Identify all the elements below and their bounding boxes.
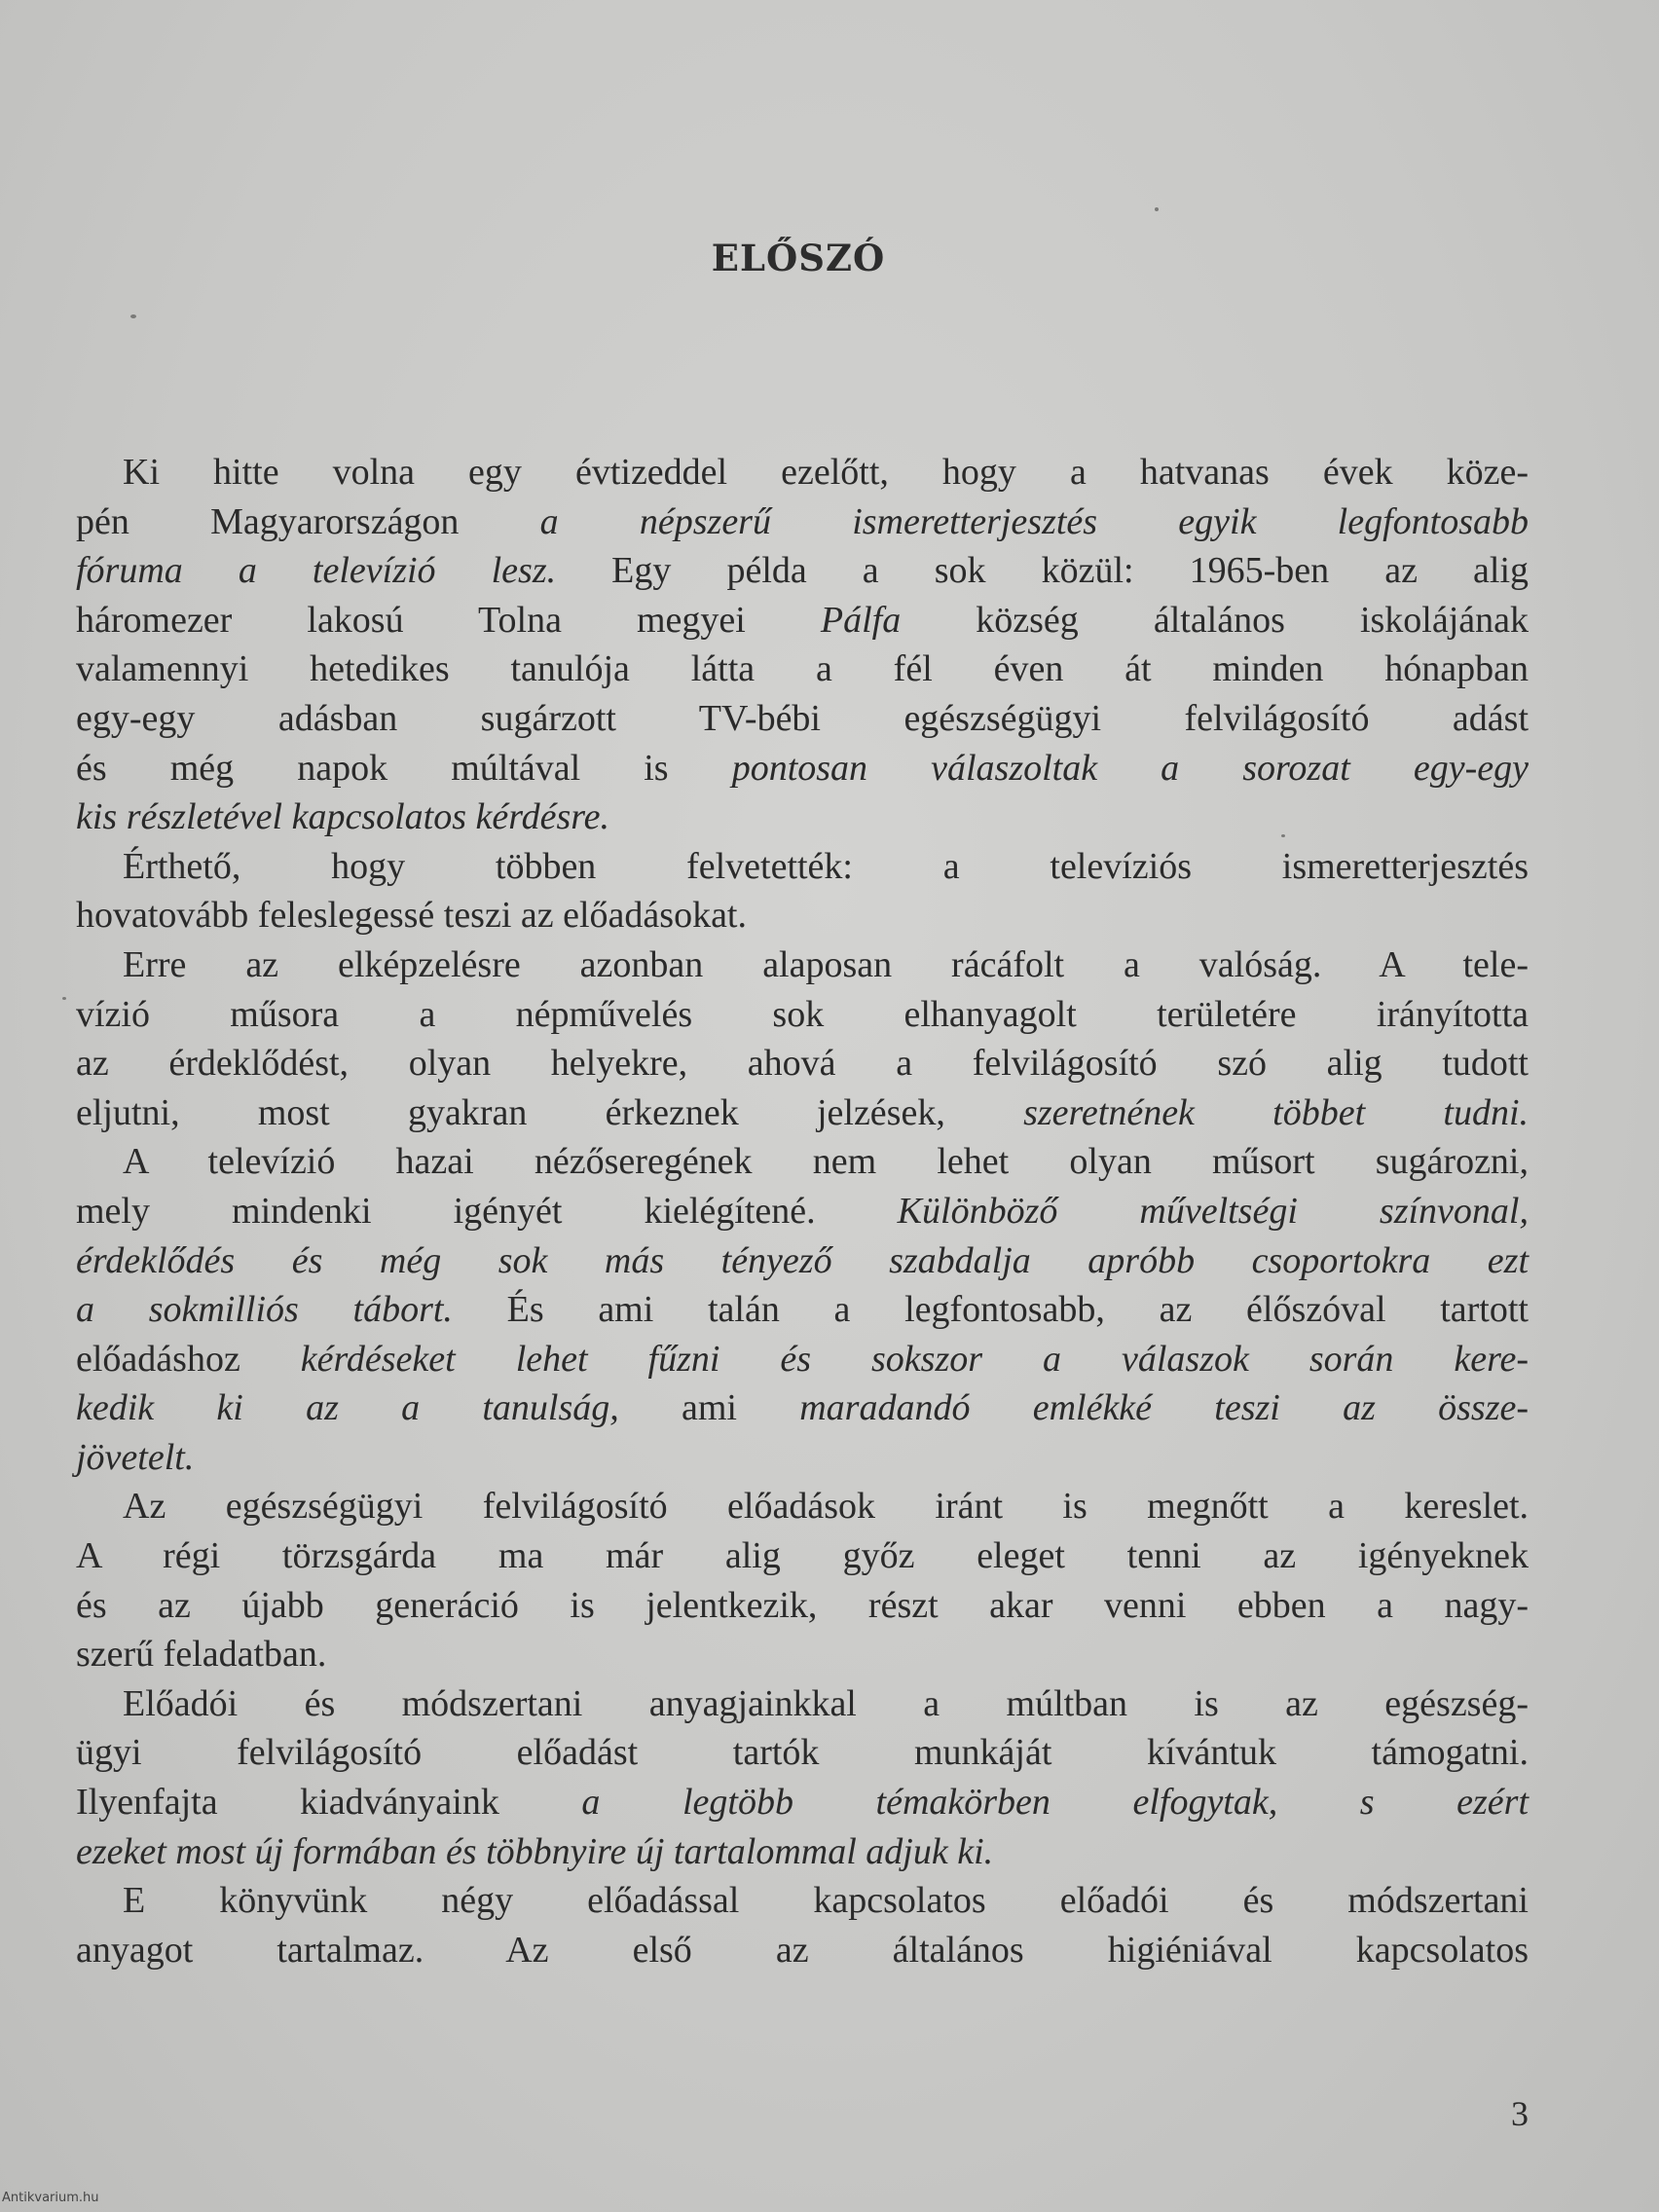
text-line: mely mindenki igényét kielégítené. Különböző műveltségi színvonal, <box>76 1190 1529 1232</box>
text-line: előadáshoz kérdéseket lehet fűzni és sokszor a válaszok során kere- <box>76 1338 1530 1380</box>
text-line: ügyi felvilágosító előadást tartók munkáját kívántuk támogatni. <box>76 1732 1529 1774</box>
dust-speck <box>1155 207 1159 211</box>
dust-speck <box>1281 834 1285 837</box>
text-line: A televízió hazai nézőseregének nem lehet olyan műsort sugározni, <box>123 1141 1529 1183</box>
text-line: az érdeklődést, olyan helyekre, ahová a felvilágosító szó alig tudott <box>76 1043 1529 1085</box>
page-number: 3 <box>1511 2094 1529 2133</box>
text-line: Előadói és módszertani anyagjainkkal a múltban is az egészség- <box>123 1682 1529 1724</box>
text-line: E könyvünk négy előadással kapcsolatos előadói és módszertani <box>123 1880 1529 1922</box>
text-line: érdeklődés és még sok más tényező szabdalja apróbb csoportokra ezt <box>76 1239 1529 1281</box>
text-line: hovatovább feleslegessé teszi az előadásokat. <box>76 895 747 937</box>
watermark-text: Antikvarium.hu <box>2 2191 99 2205</box>
dust-speck <box>62 997 66 1000</box>
text-line: Érthető, hogy többen felvetették: a televíziós ismeretterjesztés <box>123 845 1529 887</box>
text-line: Erre az elképzelésre azonban alaposan rácáfolt a valóság. A tele- <box>123 943 1529 985</box>
text-line: Ilyenfajta kiadványaink a legtöbb témakörben elfogytak, s ezért <box>76 1782 1530 1824</box>
dust-speck <box>130 314 136 318</box>
text-line: a sokmilliós tábort. És ami talán a legfontosabb, az élőszóval tartott <box>76 1289 1529 1331</box>
text-line: ezeket most új formában és többnyire új tartalommal adjuk ki. <box>76 1830 994 1872</box>
text-line: pén Magyarországon a népszerű ismeretterjesztés egyik legfontosabb <box>76 500 1529 542</box>
text-line: Az egészségügyi felvilágosító előadások iránt is megnőtt a kereslet. <box>123 1486 1529 1528</box>
text-line: jövetelt. <box>76 1436 195 1478</box>
text-line: A régi törzsgárda ma már alig győz eleget tenni az igényeknek <box>76 1535 1529 1577</box>
text-line: kis részletével kapcsolatos kérdésre. <box>76 796 610 838</box>
text-line: egy-egy adásban sugárzott TV-bébi egészségügyi felvilágosító adást <box>76 697 1529 739</box>
text-line: kedik ki az a tanulság, ami maradandó emlékké teszi az össze- <box>76 1387 1530 1429</box>
text-line: Ki hitte volna egy évtizeddel ezelőtt, hogy a hatvanas évek köze- <box>123 452 1529 493</box>
text-line: vízió műsora a népművelés sok elhanyagolt területére irányította <box>76 993 1529 1035</box>
text-line: szerű feladatban. <box>76 1634 327 1676</box>
text-line: valamennyi hetedikes tanulója látta a fél éven át minden hónapban <box>76 648 1529 690</box>
text-line: eljutni, most gyakran érkeznek jelzések, szeretnének többet tudni. <box>76 1091 1529 1133</box>
text-line: és még napok múltával is pontosan válaszoltak a sorozat egy-egy <box>76 747 1529 789</box>
text-line: anyagot tartalmaz. Az első az általános higiéniával kapcsolatos <box>76 1929 1529 1971</box>
text-line: és az újabb generáció is jelentkezik, részt akar venni ebben a nagy- <box>76 1584 1529 1626</box>
text-line: fóruma a televízió lesz. Egy példa a sok közül: 1965-ben az alig <box>76 550 1530 592</box>
foreword-text <box>76 448 1529 1974</box>
text-line: háromezer lakosú Tolna megyei Pálfa község általános iskolájának <box>76 599 1530 641</box>
page-title: ELŐSZÓ <box>711 237 886 279</box>
